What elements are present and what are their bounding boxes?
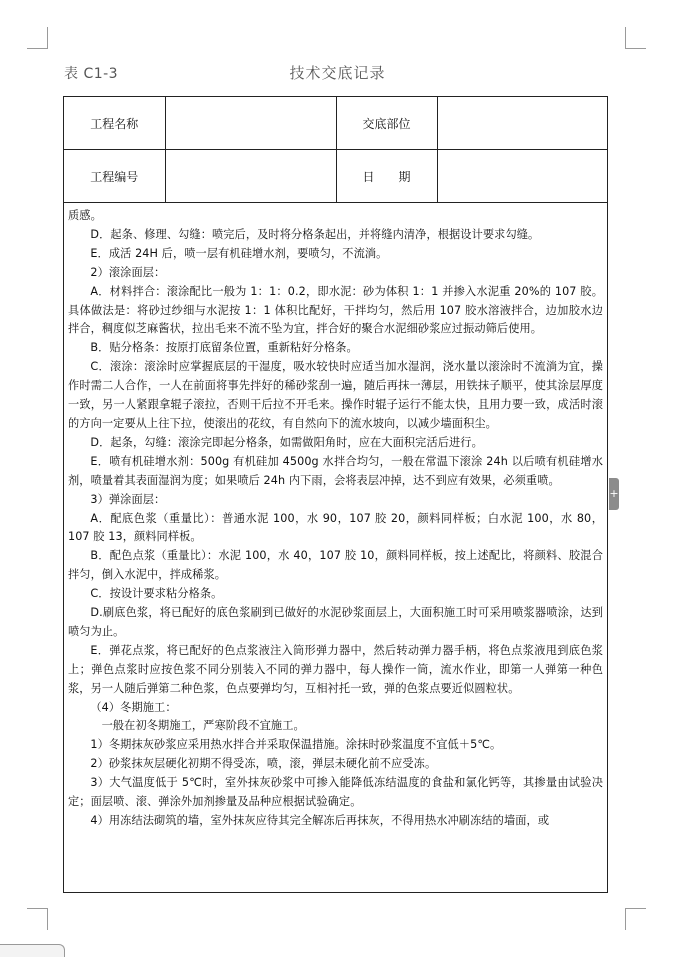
crop-mark-bottom-right-h <box>625 908 646 909</box>
form-code: 表 C1-3 <box>64 66 119 82</box>
paragraph: A．配底色浆（重量比）：普通水泥 100，水 90，107 胶 20，颜料同样板；白水泥 100，水 80，107 胶 13，颜料同样板。 <box>68 511 603 544</box>
paragraph: E．喷有机硅增水剂：500g 有机硅加 4500g 水拌合均匀，一般在常温下滚涂 24h 以后喷有机硅增水剂，喷量着其表面湿润为度；如果喷后 24h 内下雨，会将表层冲掉，达不到应有效果，必须重喷。 <box>68 454 603 487</box>
paragraph: D.刷底色浆，将已配好的底色浆刷到已做好的水泥砂浆面层上，大面积施工时可采用喷浆器喷涂，达到喷匀为止。 <box>68 606 603 638</box>
paragraph: D．起条，勾缝：滚涂完即起分格条，如需做阳角时，应在大面积完活后进行。 <box>90 435 483 449</box>
plus-icon: + <box>609 487 619 500</box>
paragraph: 2）砂浆抹灰层硬化初期不得受冻，喷，滚，弹层未硬化前不应受冻。 <box>90 757 437 771</box>
paragraph: A．材料拌合：滚涂配比一般为 1：1：0.2，即水泥：砂为体积 1：1 并掺入水泥重 20%的 107 胶。具体做法是：将砂过纱细与水泥按 1：1 体积比配好，干拌均匀，然后用 107 胶水溶液拌合，边加胶水边拌合，稠度似芝麻酱状，拉出毛来不流不坠为宜，拌合好的聚合水泥细砂浆应过振动筛后使用。 <box>68 284 603 336</box>
crop-mark-bottom-left-v <box>47 908 48 930</box>
paragraph: E．成活 24H 后，喷一层有机硅增水剂，要喷匀，不流淌。 <box>90 246 388 260</box>
paragraph: 一般在初冬期施工，严寒阶段不宜施工。 <box>101 719 305 733</box>
disclosure-content <box>64 203 607 831</box>
record-frame <box>63 96 608 893</box>
paragraph: 1）冬期抹灰砂浆应采用热水拌合并采取保温措施。涂抹时砂浆温度不宜低＋5℃。 <box>90 738 502 752</box>
crop-mark-bottom-right-v <box>625 908 626 930</box>
header-row-2 <box>64 150 607 203</box>
bottom-left-tab <box>0 944 65 957</box>
header-table <box>64 97 607 203</box>
date-field[interactable] <box>437 150 607 203</box>
crop-mark-top-left-v <box>47 27 48 49</box>
paragraph: （4）冬期施工： <box>90 700 177 714</box>
date-label: 日 期 <box>336 150 437 203</box>
side-expand-tab[interactable] <box>609 478 619 510</box>
crop-mark-top-right-h <box>625 48 646 49</box>
location-field[interactable] <box>437 97 607 150</box>
header-row-1 <box>64 97 607 150</box>
paragraph: 2）滚涂面层： <box>90 265 166 279</box>
crop-mark-top-right-v <box>625 27 626 49</box>
crop-mark-bottom-left-h <box>27 908 48 909</box>
paragraph: C．滚涂：滚涂时应掌握底层的干湿度，吸水较快时应适当加水湿润，浇水量以滚涂时不流淌为宜，操作时需二人合作，一人在前面将事先拌好的稀砂浆刮一遍，随后再抹一薄层，用铁抹子顺平，使其涂层厚度一致，另一人紧跟拿辊子滚拉，否则干后拉不开毛来。操作时辊子运行不能太快，且用力要一致，成活时滚的方向一定要从上往下拉，使滚出的花纹，有自然向下的流水坡向，以减少墙面积尘。 <box>68 360 603 430</box>
project-no-label: 工程编号 <box>64 150 165 203</box>
location-label: 交底部位 <box>336 97 437 150</box>
paragraph: 4）用冻结法砌筑的墙，室外抹灰应待其完全解冻后再抹灰，不得用热水冲刷冻结的墙面，或 <box>90 814 550 827</box>
crop-mark-top-left-h <box>27 48 48 49</box>
paragraph: 质感。 <box>68 209 102 222</box>
paragraph: B．贴分格条：按原打底留条位置，重新粘好分格条。 <box>90 341 358 355</box>
project-no-field[interactable] <box>165 150 336 203</box>
project-name-label: 工程名称 <box>64 97 165 150</box>
paragraph: D．起条、修理、勾缝：喷完后，及时将分格条起出，并将缝内清净，根据设计要求勾缝。 <box>90 227 540 241</box>
paragraph: 3）弹涂面层： <box>90 492 166 506</box>
page-title: 技术交底记录 <box>289 64 386 82</box>
project-name-field[interactable] <box>165 97 336 150</box>
paragraph: B．配色点浆（重量比）：水泥 100，水 40，107 胶 10，颜料同样板，按上述配比，将颜料、胶混合拌匀，倒入水泥中，拌成稀浆。 <box>68 549 603 582</box>
paragraph: C．按设计要求粘分格条。 <box>90 587 223 601</box>
paragraph: E．弹花点浆，将已配好的色点浆液注入筒形弹力器中，然后转动弹力器手柄，将色点浆液甩到底色浆上；弹色点浆时应按色浆不同分别装入不同的弹力器中，每人操作一筒，流水作业，即第一人弹第一种色浆，另一人随后弹第二种色浆，色点要弹均匀，互相衬托一致，弹的色浆点要近似圆粒状。 <box>68 643 603 695</box>
paragraph: 3）大气温度低于 5℃时，室外抹灰砂浆中可掺入能降低冻结温度的食盐和氯化钙等，其掺量由试验决定；面层喷、滚、弹涂外加剂掺量及品种应根据试验确定。 <box>68 776 603 809</box>
